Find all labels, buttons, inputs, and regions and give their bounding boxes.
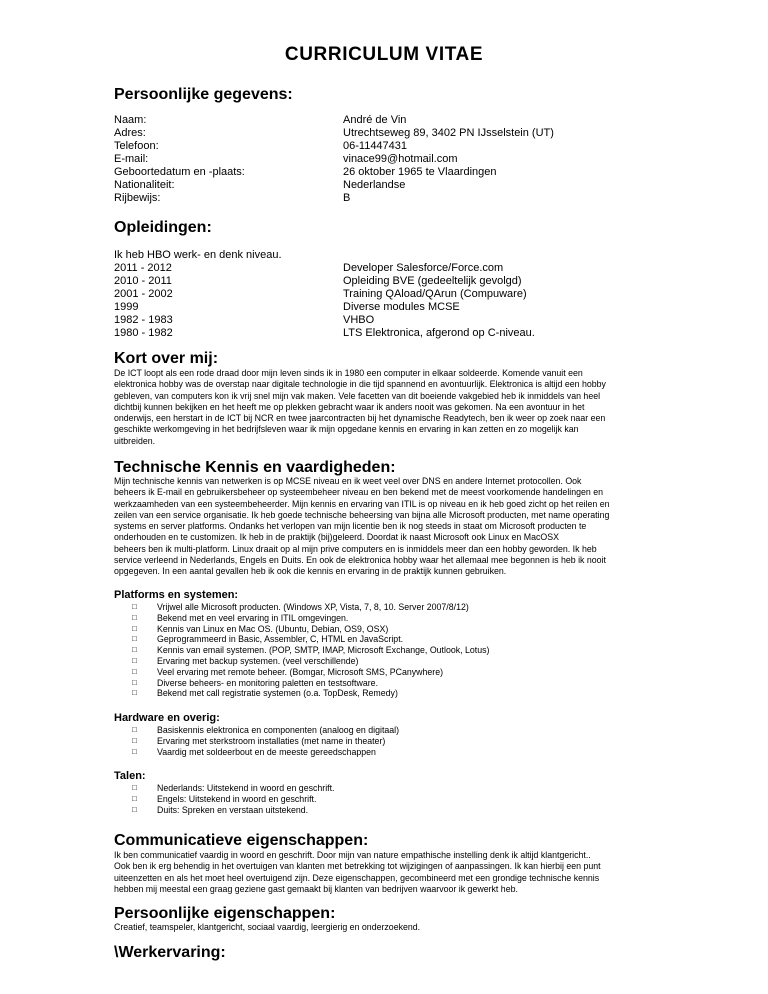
- about-line: dichtbij kunnen bekijken en het heeft me op plekken gebracht waar ik anders nooit was gekomen. Na een avontuur in het: [114, 401, 585, 412]
- about-line: De ICT loopt als een rode draad door mijn leven sinds ik in 1980 een computer in elkaar soldeerde. Komende vanuit een: [114, 368, 583, 378]
- personal-row: [114, 179, 674, 191]
- education-period: 1999: [114, 301, 139, 313]
- personal-label: Naam:: [114, 114, 147, 126]
- communication-line: Ik ben communicatief vaardig in woord en geschrift. Door mijn van nature empathische instelling denk ik altijd klantgericht..: [114, 850, 591, 860]
- education-course: VHBO: [343, 314, 375, 326]
- education-period: 2001 - 2002: [114, 288, 173, 300]
- document-title: CURRICULUM VITAE: [284, 44, 484, 65]
- personal-label: Adres:: [114, 127, 146, 139]
- bullet-icon: □: [132, 677, 137, 687]
- education-course: LTS Elektronica, afgerond op C-niveau.: [343, 327, 535, 339]
- personal-value: André de Vin: [343, 114, 407, 126]
- personal-label: Nationaliteit:: [114, 179, 175, 191]
- technical-line: opgegeven. In een aantal gevallen heb ik ook die kennis en ervaring in de praktijk kunnen gebruiken.: [114, 566, 507, 577]
- personal-row: [114, 166, 674, 178]
- education-period: 2010 - 2011: [114, 275, 172, 287]
- education-row: [114, 275, 674, 287]
- personal-row: [114, 192, 674, 204]
- communication-line: uiteenzetten en als het moet heel overtuigend zijn. Deze eigenschappen, gecombineerd met een grondige technische kennis: [114, 872, 600, 883]
- list-item-text: Vrijwel alle Microsoft producten. (Windows XP, Vista, 7, 8, 10. Server 2007/8/12): [157, 602, 469, 612]
- technical-line: service verleend in Nederlands, Engels en Duits. En ook de elektronica hobby waar het allemaal mee begonnen is heb ik nooit: [114, 555, 606, 566]
- list-item-text: Kennis van Linux en Mac OS. (Ubuntu, Debian, OS9, OSX): [157, 623, 389, 634]
- list-item-text: Duits: Spreken en verstaan uitstekend.: [157, 804, 309, 815]
- bullet-icon: □: [132, 655, 137, 665]
- education-course: Diverse modules MCSE: [343, 301, 460, 313]
- personal-label: Geboortedatum en -plaats:: [114, 166, 245, 178]
- technical-line: werkzaamheden van een systeembeheerder. Mijn kennis en ervaring van ITIL is op niveau en ik heb goed zicht op het reilen en: [114, 498, 610, 509]
- about-line: gebleven, van computers kon ik vrij snel mijn vak maken. Vele facetten van dit boeiende vakgebied heb ik inmiddels van heel: [114, 390, 601, 401]
- communication-line: hebben mij meestal een graag geziene gast gemaakt bij klanten van bedrijven waarvoor ik gewerkt heb.: [114, 883, 518, 894]
- education-intro-text: Ik heb HBO werk- en denk niveau.: [114, 249, 282, 261]
- personal-value: Nederlandse: [343, 179, 406, 191]
- education-heading: Opleidingen:: [114, 219, 212, 236]
- education-course: Developer Salesforce/Force.com: [343, 262, 504, 274]
- list-item-text: Ervaring met sterkstroom installaties (met name in theater): [157, 735, 386, 746]
- communication-line: Ook ben ik erg behendig in het overtuigen van klanten met betrekking tot wijzigingen of aanpassingen. Ik kan hierbij een punt: [114, 861, 601, 872]
- technical-paragraph: [114, 476, 656, 578]
- list-item-text: Vaardig met soldeerbout en de meeste gereedschappen: [157, 746, 376, 757]
- list-item-text: Diverse beheers- en monitoring paletten en testsoftware.: [157, 677, 379, 688]
- bullet-icon: □: [132, 666, 137, 676]
- list-item-text: Engels: Uitstekend in woord en geschrift.: [157, 793, 317, 804]
- personal-heading: Persoonlijke gegevens:: [114, 86, 293, 103]
- list-item-text: Basiskennis elektronica en componenten (analoog en digitaal): [157, 725, 400, 735]
- bullet-icon: □: [132, 634, 137, 644]
- list-item-text: Geprogrammeerd in Basic, Assembler, C, HTML en JavaScript.: [157, 634, 404, 645]
- list-item-text: Ervaring met backup systemen. (veel verschillende): [157, 655, 359, 666]
- education-row: [114, 327, 674, 339]
- bullet-icon: □: [132, 804, 137, 814]
- education-period: 1982 - 1983: [114, 314, 173, 326]
- bullet-icon: □: [132, 793, 137, 803]
- bullet-icon: □: [132, 688, 137, 698]
- technical-line: beheers ben ik multi-platform. Linux draait op al mijn prive computers en is inmiddels meer dan een hobby geworden. Ik heb: [114, 543, 597, 554]
- personal-value: vinace99@hotmail.com: [343, 153, 458, 165]
- personal-row: [114, 140, 674, 152]
- technical-line: beheers ik E-mail en gebruikersbeheer op systeembeheer niveau en ben bekend met de meest voorkomende handelingen en: [114, 487, 604, 498]
- personal-value: Utrechtseweg 89, 3402 PN IJsselstein (UT): [343, 127, 554, 139]
- personal-value: 26 oktober 1965 te Vlaardingen: [343, 166, 497, 178]
- education-row: [114, 262, 674, 274]
- bullet-icon: □: [132, 645, 137, 655]
- list-item-text: Bekend met en veel ervaring in ITIL omgevingen.: [157, 612, 349, 623]
- education-period: 1980 - 1982: [114, 327, 173, 339]
- list-item-text: Kennis van email systemen. (POP, SMTP, IMAP, Microsoft Exchange, Outlook, Lotus): [157, 645, 490, 656]
- technical-line: systems en server platforms. Ondanks het verlopen van mijn licentie ben ik nog steeds in staat om Microsoft producten te: [114, 521, 587, 532]
- education-course: Opleiding BVE (gedeeltelijk gevolgd): [343, 275, 522, 287]
- list-item-text: Nederlands: Uitstekend in woord en geschrift.: [157, 783, 335, 793]
- bullet-icon: □: [132, 623, 137, 633]
- education-course: Training QAload/QArun (Compuware): [343, 288, 527, 300]
- technical-line: onderhouden en te customizen. Ik heb in de praktijk (bij)geleerd. Doordat ik naast Microsoft ook Linux en MacOSX: [114, 532, 559, 543]
- work-heading: \Werkervaring:: [114, 944, 226, 961]
- technical-line: zeilen van een service organisatie. Ik heb goede technische beheersing van bijna alle Microsoft producten, met name operating: [114, 509, 610, 520]
- about-heading: Kort over mij:: [114, 350, 219, 367]
- personal-label: E-mail:: [114, 153, 149, 165]
- list-item-text: Bekend met call registratie systemen (o.a. TopDesk, Remedy): [157, 688, 398, 699]
- list-item-text: Veel ervaring met remote beheer. (Bomgar, Microsoft SMS, PCanywhere): [157, 666, 444, 677]
- technical-line: Mijn technische kennis van netwerken is op MCSE niveau en ik weet veel over DNS en andere Internet protocollen. Ook: [114, 476, 582, 486]
- technical-heading: Technische Kennis en vaardigheden:: [114, 459, 396, 476]
- about-paragraph: [114, 368, 656, 447]
- communication-paragraph: [114, 850, 656, 895]
- bullet-icon: □: [132, 735, 137, 745]
- hardware-heading: Hardware en overig:: [114, 712, 220, 724]
- personal-label: Telefoon:: [114, 140, 159, 152]
- education-row: [114, 288, 674, 300]
- personal-value: B: [343, 192, 351, 204]
- languages-heading: Talen:: [114, 770, 146, 782]
- personal-row: [114, 114, 674, 126]
- personal-row: [114, 153, 674, 165]
- about-line: geschikte werkomgeving in het bedrijfsleven waar ik mijn opgedane kennis en ervaring in kan zetten en zo mogelijk kan: [114, 424, 579, 435]
- about-line: elektronica hobby was de overstap naar digitale technologie in die tijd spannend en avontuurlijk. Elektronica is altijd een hobby: [114, 379, 606, 390]
- traits-heading: Persoonlijke eigenschappen:: [114, 905, 336, 922]
- personal-label: Rijbewijs:: [114, 192, 161, 204]
- education-row: [114, 301, 674, 313]
- about-line: uitbreiden.: [114, 435, 156, 446]
- education-period: 2011 - 2012: [114, 262, 172, 274]
- bullet-icon: □: [132, 746, 137, 756]
- personal-row: [114, 127, 674, 139]
- communication-heading: Communicatieve eigenschappen:: [114, 832, 369, 849]
- traits-text: Creatief, teamspeler, klantgericht, sociaal vaardig, leergierig en onderzoekend.: [114, 922, 421, 932]
- about-line: onderwijs, een herstart in de ICT bij NCR en twee jaarcontracten bij het dynamische Readytech, ben ik weer op zoek naar een: [114, 413, 606, 424]
- bullet-icon: □: [132, 602, 137, 611]
- personal-value: 06-11447431: [343, 140, 408, 152]
- bullet-icon: □: [132, 612, 137, 622]
- platforms-heading: Platforms en systemen:: [114, 589, 239, 601]
- education-row: [114, 314, 674, 326]
- bullet-icon: □: [132, 783, 137, 792]
- traits-paragraph: [114, 922, 656, 933]
- bullet-icon: □: [132, 725, 137, 734]
- education-intro: [114, 249, 674, 261]
